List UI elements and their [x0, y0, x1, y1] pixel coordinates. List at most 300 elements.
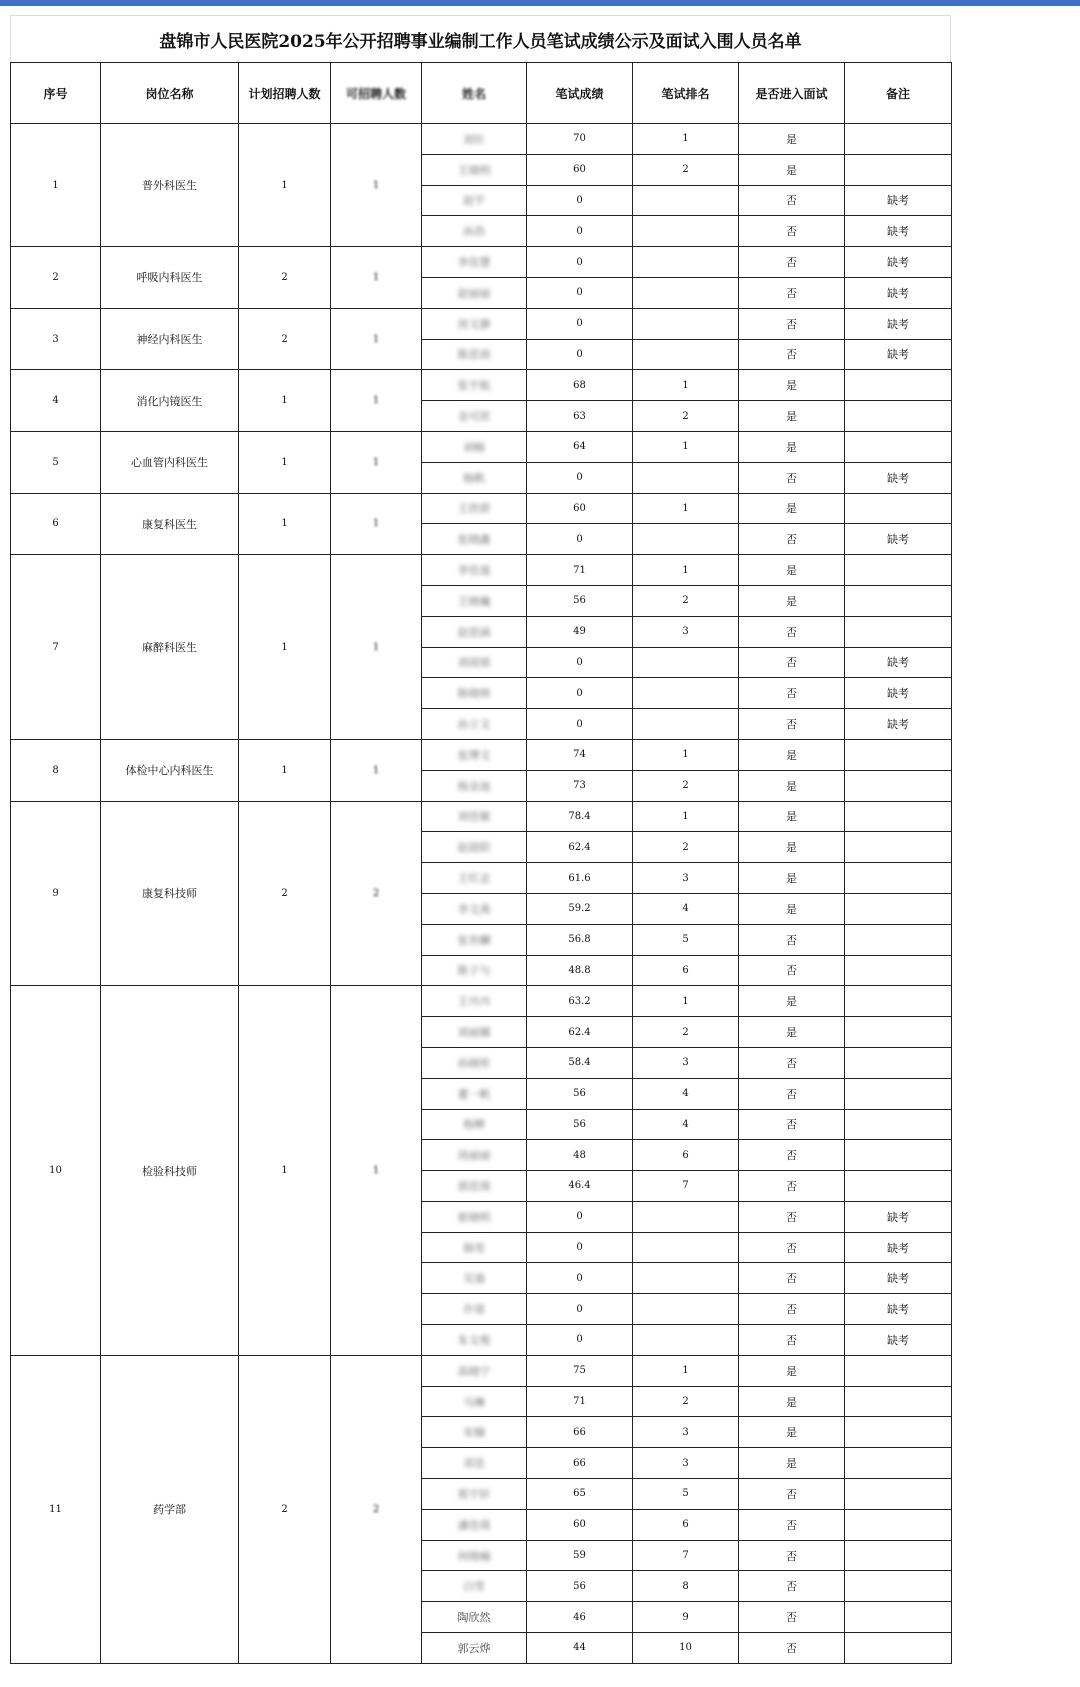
- candidate-name: 李文禹: [457, 902, 491, 916]
- interview-flag-cell: 否: [739, 1509, 845, 1540]
- candidate-name-cell: [422, 1294, 527, 1325]
- candidate-name: 陈思雨: [457, 348, 491, 362]
- interview-flag-cell: 否: [739, 678, 845, 709]
- note-cell: 缺考: [845, 709, 952, 740]
- candidate-name-cell: [422, 1263, 527, 1294]
- candidate-name-cell: [422, 678, 527, 709]
- table-row: [11, 431, 952, 462]
- rank-cell: [633, 1201, 739, 1232]
- candidate-name-cell: [422, 555, 527, 586]
- candidate-name-cell: [422, 1417, 527, 1448]
- rank-cell: 1: [633, 370, 739, 401]
- candidate-name-cell: [422, 154, 527, 185]
- rank-cell: 2: [633, 770, 739, 801]
- rank-cell: 1: [633, 739, 739, 770]
- score-cell: 0: [527, 1294, 633, 1325]
- interview-flag-cell: 否: [739, 1078, 845, 1109]
- score-cell: 0: [527, 308, 633, 339]
- rank-cell: 2: [633, 1017, 739, 1048]
- candidate-name: 王晓巍: [457, 594, 491, 608]
- group-no-cell: 8: [11, 739, 101, 801]
- candidate-name-cell: [422, 247, 527, 278]
- note-cell: 缺考: [845, 1325, 952, 1356]
- document-title: 盘锦市人民医院2025年公开招聘事业编制工作人员笔试成绩公示及面试入围人员名单: [10, 15, 951, 62]
- score-cell: 0: [527, 1263, 633, 1294]
- rank-cell: 10: [633, 1633, 739, 1664]
- note-cell: [845, 616, 952, 647]
- rank-cell: 1: [633, 986, 739, 1017]
- rank-cell: 7: [633, 1171, 739, 1202]
- score-cell: 74: [527, 739, 633, 770]
- interview-flag-cell: 否: [739, 1571, 845, 1602]
- candidate-name: 周文静: [457, 317, 491, 331]
- interview-flag-cell: 否: [739, 1201, 845, 1232]
- interview-flag-cell: 是: [739, 124, 845, 155]
- note-cell: [845, 986, 952, 1017]
- candidate-name-cell: [422, 1386, 527, 1417]
- group-available-cell: 1: [331, 247, 422, 309]
- interview-flag-cell: 否: [739, 709, 845, 740]
- score-cell: 60: [527, 1509, 633, 1540]
- score-cell: 0: [527, 277, 633, 308]
- note-cell: [845, 1355, 952, 1386]
- group-no-cell: 7: [11, 555, 101, 740]
- score-cell: 63.2: [527, 986, 633, 1017]
- score-cell: 56: [527, 1078, 633, 1109]
- interview-flag-cell: 否: [739, 339, 845, 370]
- candidate-name: 孙浩: [463, 225, 485, 239]
- candidate-name: 刘丽娜: [457, 1026, 491, 1039]
- interview-flag-cell: 是: [739, 555, 845, 586]
- candidate-name-cell: [422, 124, 527, 155]
- score-cell: 0: [527, 647, 633, 678]
- interview-flag-cell: 否: [739, 1109, 845, 1140]
- note-cell: 缺考: [845, 339, 952, 370]
- candidate-name-cell: [422, 924, 527, 955]
- interview-flag-cell: 否: [739, 1633, 845, 1664]
- group-no-cell: 3: [11, 308, 101, 370]
- score-cell: 0: [527, 709, 633, 740]
- candidate-name: 宋楠: [463, 1426, 485, 1440]
- candidate-name-cell: [422, 709, 527, 740]
- score-cell: 48.8: [527, 955, 633, 986]
- group-plan-cell: 2: [239, 1355, 331, 1663]
- score-cell: 56: [527, 1109, 633, 1140]
- group-available-cell: 1: [331, 555, 422, 740]
- score-cell: 65: [527, 1479, 633, 1510]
- header-note: 备注: [845, 63, 952, 124]
- rank-cell: 6: [633, 955, 739, 986]
- score-cell: 59.2: [527, 893, 633, 924]
- rank-cell: [633, 1232, 739, 1263]
- candidate-name: 王欣妍: [457, 502, 491, 516]
- note-cell: [845, 493, 952, 524]
- group-available-cell: 2: [331, 1355, 422, 1663]
- candidate-name-cell: [422, 1109, 527, 1140]
- table-row: [11, 493, 952, 524]
- candidate-name: 董一帆: [457, 1087, 491, 1101]
- rank-cell: [633, 647, 739, 678]
- candidate-name: 陈子与: [457, 964, 491, 978]
- interview-flag-cell: 否: [739, 1479, 845, 1510]
- interview-flag-cell: 否: [739, 524, 845, 555]
- score-cell: 48: [527, 1140, 633, 1171]
- note-cell: [845, 1078, 952, 1109]
- candidate-name-cell: [422, 986, 527, 1017]
- interview-flag-cell: 否: [739, 924, 845, 955]
- interview-flag-cell: 是: [739, 493, 845, 524]
- interview-flag-cell: 否: [739, 1325, 845, 1356]
- note-cell: 缺考: [845, 524, 952, 555]
- note-cell: [845, 863, 952, 894]
- interview-flag-cell: 是: [739, 1355, 845, 1386]
- group-post-cell: 麻醉科医生: [101, 555, 239, 740]
- table-row: [11, 308, 952, 339]
- candidate-name: 杨金池: [457, 779, 491, 793]
- interview-flag-cell: 否: [739, 1232, 845, 1263]
- group-plan-cell: 1: [239, 431, 331, 493]
- note-cell: [845, 401, 952, 432]
- rank-cell: [633, 185, 739, 216]
- candidate-name: 孙晓彤: [457, 1056, 491, 1070]
- score-cell: 0: [527, 1232, 633, 1263]
- candidate-name-cell: [422, 370, 527, 401]
- note-cell: 缺考: [845, 1201, 952, 1232]
- score-cell: 75: [527, 1355, 633, 1386]
- score-cell: 58.4: [527, 1047, 633, 1078]
- candidate-name-cell: [422, 955, 527, 986]
- candidate-name: 刘壮: [463, 132, 485, 146]
- score-cell: 68: [527, 370, 633, 401]
- rank-cell: 3: [633, 1417, 739, 1448]
- group-plan-cell: 2: [239, 801, 331, 986]
- rank-cell: 6: [633, 1509, 739, 1540]
- rank-cell: 4: [633, 1078, 739, 1109]
- header-post: 岗位名称: [101, 63, 239, 124]
- interview-flag-cell: 否: [739, 185, 845, 216]
- note-cell: [845, 431, 952, 462]
- note-cell: [845, 1540, 952, 1571]
- candidate-name: 李佳慧: [457, 256, 491, 270]
- table-row: [11, 370, 952, 401]
- score-cell: 49: [527, 616, 633, 647]
- score-cell: 0: [527, 678, 633, 709]
- candidate-name: 张世麟: [457, 933, 491, 947]
- note-cell: [845, 955, 952, 986]
- rank-cell: 1: [633, 555, 739, 586]
- note-cell: 缺考: [845, 277, 952, 308]
- candidate-name-cell: [422, 431, 527, 462]
- interview-flag-cell: 是: [739, 832, 845, 863]
- rank-cell: 3: [633, 1448, 739, 1479]
- score-cell: 0: [527, 1325, 633, 1356]
- candidate-name: 孙立文: [457, 718, 491, 732]
- candidate-name-cell: [422, 1355, 527, 1386]
- score-cell: 0: [527, 216, 633, 247]
- candidate-name: 郭佳琪: [457, 1179, 491, 1193]
- candidate-name-cell: [422, 585, 527, 616]
- score-cell: 61.6: [527, 863, 633, 894]
- rank-cell: 3: [633, 863, 739, 894]
- header-interview: 是否进入面试: [739, 63, 845, 124]
- group-post-cell: 消化内镜医生: [101, 370, 239, 432]
- rank-cell: 4: [633, 893, 739, 924]
- interview-flag-cell: 否: [739, 277, 845, 308]
- header-name: 姓名: [422, 63, 527, 124]
- candidate-name-cell: [422, 462, 527, 493]
- note-cell: [845, 154, 952, 185]
- interview-flag-cell: 是: [739, 863, 845, 894]
- note-cell: [845, 124, 952, 155]
- candidate-name: 赵思涵: [457, 625, 491, 639]
- note-cell: [845, 1109, 952, 1140]
- header-row: [11, 63, 952, 124]
- candidate-name-cell: [422, 1479, 527, 1510]
- candidate-name-cell: [422, 1017, 527, 1048]
- rank-cell: [633, 247, 739, 278]
- note-cell: [845, 770, 952, 801]
- note-cell: [845, 585, 952, 616]
- candidate-name: 刘佳敏: [457, 810, 491, 824]
- candidate-name-cell: [422, 1540, 527, 1571]
- rank-cell: [633, 524, 739, 555]
- note-cell: [845, 1633, 952, 1664]
- candidate-name-cell: [422, 1633, 527, 1664]
- note-cell: [845, 1140, 952, 1171]
- candidate-name: 杨柳: [463, 1118, 485, 1132]
- candidate-name-cell: [422, 1602, 527, 1633]
- candidate-name: 赵丽丽: [457, 286, 491, 300]
- score-cell: 71: [527, 555, 633, 586]
- note-cell: [845, 1571, 952, 1602]
- candidate-name-cell: [422, 1509, 527, 1540]
- interview-flag-cell: 是: [739, 770, 845, 801]
- score-cell: 0: [527, 339, 633, 370]
- score-cell: 59: [527, 1540, 633, 1571]
- note-cell: 缺考: [845, 647, 952, 678]
- note-cell: [845, 1386, 952, 1417]
- rank-cell: 2: [633, 401, 739, 432]
- results-body: [11, 124, 952, 1664]
- score-cell: 60: [527, 154, 633, 185]
- group-post-cell: 心血管内科医生: [101, 431, 239, 493]
- interview-flag-cell: 是: [739, 801, 845, 832]
- rank-cell: [633, 308, 739, 339]
- rank-cell: [633, 277, 739, 308]
- candidate-name-cell: [422, 739, 527, 770]
- interview-flag-cell: 否: [739, 1263, 845, 1294]
- note-cell: [845, 832, 952, 863]
- candidate-name: 金可欣: [457, 410, 491, 424]
- score-cell: 64: [527, 431, 633, 462]
- rank-cell: 2: [633, 585, 739, 616]
- note-cell: [845, 801, 952, 832]
- candidate-name: 邓佳: [463, 1457, 485, 1471]
- note-cell: [845, 1047, 952, 1078]
- interview-flag-cell: 否: [739, 1540, 845, 1571]
- candidate-name: 郭云烨: [457, 1641, 491, 1655]
- note-cell: 缺考: [845, 1294, 952, 1325]
- candidate-name-cell: [422, 1047, 527, 1078]
- candidate-name-cell: [422, 524, 527, 555]
- candidate-name: 吴迪: [463, 1272, 485, 1286]
- note-cell: [845, 924, 952, 955]
- rank-cell: 3: [633, 1047, 739, 1078]
- candidate-name: 白雪: [463, 1580, 485, 1594]
- group-post-cell: 药学部: [101, 1355, 239, 1663]
- header-plan: 计划招聘人数: [239, 63, 331, 124]
- header-available: 可招聘人数: [331, 63, 422, 124]
- group-available-cell: 1: [331, 431, 422, 493]
- score-cell: 70: [527, 124, 633, 155]
- score-cell: 66: [527, 1417, 633, 1448]
- candidate-name: 马琳: [463, 1395, 485, 1409]
- group-plan-cell: 2: [239, 308, 331, 370]
- candidate-name: 王丹丹: [457, 995, 491, 1009]
- candidate-name: 王晓明: [457, 163, 491, 177]
- candidate-name: 王红志: [457, 872, 491, 886]
- candidate-name-cell: [422, 832, 527, 863]
- note-cell: [845, 893, 952, 924]
- header-score: 笔试成绩: [527, 63, 633, 124]
- rank-cell: [633, 1263, 739, 1294]
- candidate-name-cell: [422, 1325, 527, 1356]
- score-cell: 60: [527, 493, 633, 524]
- score-cell: 0: [527, 1201, 633, 1232]
- score-cell: 0: [527, 462, 633, 493]
- interview-flag-cell: 是: [739, 739, 845, 770]
- note-cell: 缺考: [845, 678, 952, 709]
- top-accent-bar: [0, 0, 1080, 6]
- interview-flag-cell: 否: [739, 308, 845, 339]
- table-row: [11, 247, 952, 278]
- group-post-cell: 康复科技师: [101, 801, 239, 986]
- score-cell: 0: [527, 185, 633, 216]
- score-cell: 46.4: [527, 1171, 633, 1202]
- group-plan-cell: 1: [239, 124, 331, 247]
- interview-flag-cell: 是: [739, 1017, 845, 1048]
- candidate-name-cell: [422, 185, 527, 216]
- rank-cell: [633, 216, 739, 247]
- group-no-cell: 9: [11, 801, 101, 986]
- score-cell: 56.8: [527, 924, 633, 955]
- interview-flag-cell: 是: [739, 401, 845, 432]
- interview-flag-cell: 否: [739, 647, 845, 678]
- candidate-name: 陈晓帅: [457, 687, 491, 701]
- group-no-cell: 5: [11, 431, 101, 493]
- note-cell: [845, 739, 952, 770]
- note-cell: 缺考: [845, 462, 952, 493]
- group-plan-cell: 1: [239, 493, 331, 555]
- group-post-cell: 体检中心内科医生: [101, 739, 239, 801]
- interview-flag-cell: 否: [739, 462, 845, 493]
- group-plan-cell: 1: [239, 739, 331, 801]
- group-post-cell: 康复科医生: [101, 493, 239, 555]
- table-row: [11, 1355, 952, 1386]
- rank-cell: 6: [633, 1140, 739, 1171]
- candidate-name-cell: [422, 1201, 527, 1232]
- note-cell: [845, 1602, 952, 1633]
- interview-flag-cell: 是: [739, 585, 845, 616]
- candidate-name: 崔晓明: [457, 1210, 491, 1224]
- candidate-name-cell: [422, 1232, 527, 1263]
- table-row: [11, 739, 952, 770]
- header-rank: 笔试排名: [633, 63, 739, 124]
- rank-cell: [633, 709, 739, 740]
- score-cell: 73: [527, 770, 633, 801]
- table-row: [11, 986, 952, 1017]
- candidate-name: 周丽丽: [457, 1149, 491, 1163]
- group-no-cell: 2: [11, 247, 101, 309]
- rank-cell: 2: [633, 154, 739, 185]
- rank-cell: [633, 1325, 739, 1356]
- rank-cell: 9: [633, 1602, 739, 1633]
- note-cell: 缺考: [845, 1232, 952, 1263]
- candidate-name-cell: [422, 647, 527, 678]
- rank-cell: [633, 339, 739, 370]
- interview-flag-cell: 是: [739, 370, 845, 401]
- candidate-name: 陶欣然: [457, 1611, 491, 1625]
- candidate-name: 郑宇轩: [457, 1487, 491, 1501]
- score-cell: 71: [527, 1386, 633, 1417]
- score-cell: 56: [527, 1571, 633, 1602]
- note-cell: [845, 1417, 952, 1448]
- score-cell: 0: [527, 247, 633, 278]
- candidate-name: 高晓宁: [457, 1364, 491, 1378]
- group-available-cell: 1: [331, 370, 422, 432]
- interview-flag-cell: 否: [739, 616, 845, 647]
- candidate-name: 刘雨瑶: [457, 656, 491, 670]
- candidate-name: 朱文俊: [457, 1333, 491, 1347]
- rank-cell: 1: [633, 124, 739, 155]
- candidate-name: 韩雪: [463, 1241, 485, 1255]
- interview-flag-cell: 是: [739, 1417, 845, 1448]
- table-row: [11, 801, 952, 832]
- score-cell: 56: [527, 585, 633, 616]
- note-cell: [845, 1448, 952, 1479]
- score-cell: 0: [527, 524, 633, 555]
- rank-cell: [633, 678, 739, 709]
- note-cell: [845, 1479, 952, 1510]
- score-cell: 44: [527, 1633, 633, 1664]
- note-cell: 缺考: [845, 216, 952, 247]
- note-cell: [845, 370, 952, 401]
- candidate-name: 张晓鑫: [457, 533, 491, 547]
- results-sheet: [10, 15, 951, 1664]
- rank-cell: 8: [633, 1571, 739, 1602]
- table-row: [11, 124, 952, 155]
- rank-cell: 1: [633, 431, 739, 462]
- group-available-cell: 1: [331, 739, 422, 801]
- rank-cell: 7: [633, 1540, 739, 1571]
- candidate-name-cell: [422, 863, 527, 894]
- rank-cell: 4: [633, 1109, 739, 1140]
- rank-cell: 5: [633, 1479, 739, 1510]
- candidate-name: 赵晨阳: [457, 841, 491, 855]
- score-cell: 62.4: [527, 1017, 633, 1048]
- group-post-cell: 普外科医生: [101, 124, 239, 247]
- rank-cell: 1: [633, 801, 739, 832]
- group-no-cell: 11: [11, 1355, 101, 1663]
- group-available-cell: 1: [331, 493, 422, 555]
- rank-cell: 2: [633, 832, 739, 863]
- interview-flag-cell: 是: [739, 1448, 845, 1479]
- group-plan-cell: 1: [239, 986, 331, 1356]
- candidate-name: 赵宇: [463, 194, 485, 208]
- score-cell: 62.4: [527, 832, 633, 863]
- interview-flag-cell: 否: [739, 1047, 845, 1078]
- group-available-cell: 1: [331, 308, 422, 370]
